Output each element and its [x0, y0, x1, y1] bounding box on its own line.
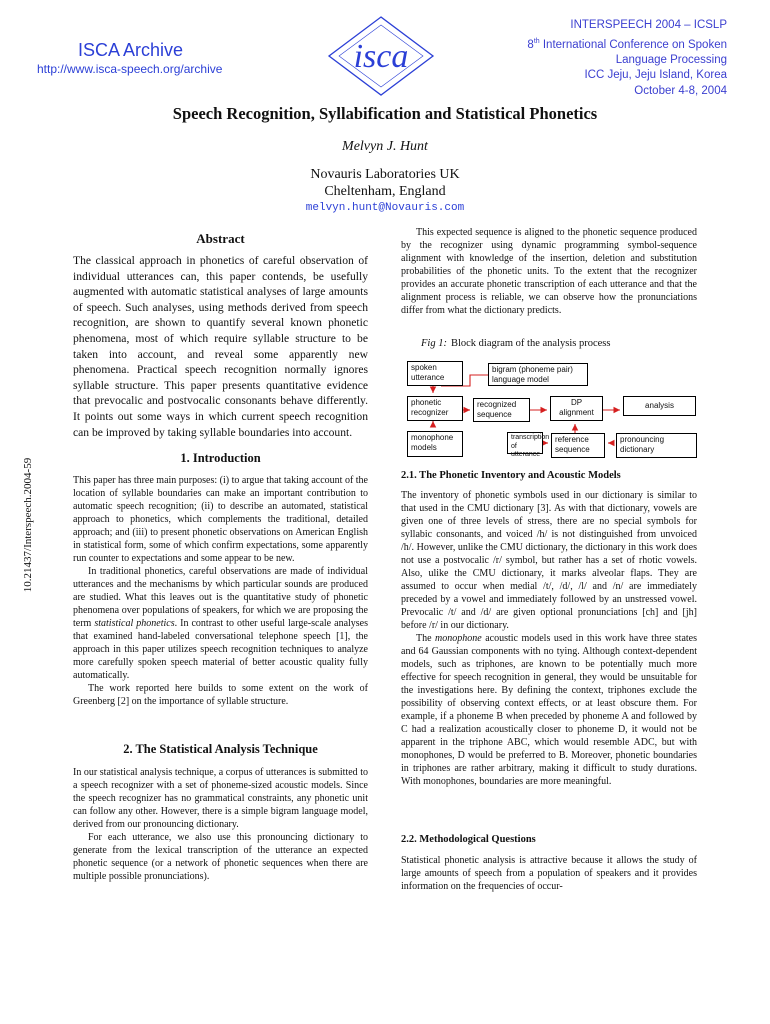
paragraph: The monophone acoustic models used in this work have three states and 64 Gaussian components with no tying. Although context-dependent models, such as triphones, are known to be potentially much more effective for speech recognition in general, they would be unsuitable for the investigations here. By defining the context, triphones exclude the possibility of observing context effects, or at least obscure them. For example, if a phoneme B when preceded by phoneme A and followed by C had a realization acoustically closer to phoneme D, it would not be apparent in the triphone ABC, which would resemble ADC, but with monophones, D would be preferred to B. Moreover, phonetic boundaries in triphones are rather arbitrary, making it difficult to study durations. With monophones, boundaries are more meaningful. [401, 633, 698, 787]
paragraph: This expected sequence is aligned to the phonetic sequence produced by the recognizer using dynamic programming symbol-sequence alignment with knowledge of the insertion, deletion and substitution probabilities of the phonetic units. To the extent that the recognizer provides an accurate phonetic transcription of each utterance and that the alignment process is reliable, we can observe how the pronunciations differ from what the dictionary predicts. [401, 227, 697, 316]
section-2-2-heading: 2.2. Methodological Questions [401, 834, 536, 845]
section-2-continued [401, 226, 697, 317]
section-2-heading: 2. The Statistical Analysis Technique [123, 742, 318, 756]
section-2-body [73, 766, 368, 883]
author-email[interactable]: melvyn.hunt@Novauris.com [305, 202, 465, 214]
conference-line-2: 8th International Conference on Spoken [527, 37, 727, 51]
isca-logo [326, 15, 436, 97]
box-phonetic-recognizer: phonetic recognizer [407, 396, 463, 421]
paragraph: For each utterance, we also use this pronouncing dictionary to generate from the lexical transcription of the utterance an expected phonetic sequence (or a network of phonetic sequences when there are multiple possible pronunciations). [73, 832, 368, 882]
box-transcription: transcription of utterance [507, 432, 543, 454]
conference-line-5: October 4-8, 2004 [634, 84, 727, 97]
section-2-2-body [401, 854, 697, 893]
box-monophone-models: monophone models [407, 431, 463, 457]
box-spoken-utterance: spoken utterance [407, 361, 463, 386]
doi-sidebar: 10.21437/Interspeech.2004-59 [22, 457, 34, 593]
box-bigram-language-model: bigram (phoneme pair) language model [488, 363, 588, 386]
paragraph: This paper has three main purposes: (i) to argue that taking account of the location of syllable boundaries can make an important contribution to automatic speech recognition; (ii) to describe an automated, statistical approach to phonetics, which complements the traditional, detailed approach; and (iii) to present phonetic observations on American English in statistical form, some of which confirm expectations, some apparently run counter to expectations and some appear to be new. [73, 475, 368, 564]
figure-caption: Fig 1: Block diagram of the analysis process [421, 338, 611, 349]
box-pronouncing-dictionary: pronouncing dictionary [616, 433, 697, 458]
box-analysis: analysis [623, 396, 696, 416]
abstract-text: The classical approach in phonetics of careful observation of individual utterances can, this paper contends, be usefully augmented with automatic statistical analyses of large amounts of speech. Such analyses, using methods derived from speech recognition, are shown to quantify several known phonetic phenomena, most of which require syllable structure to be taken into account, and reveal some apparently new phenomena. Practical speech recognition normally ignores syllable structure. This paper presents quantitative evidence that prevocalic and postvocalic consonants behave differently. It points out some ways in which current speech recognition can be improved by taking syllable boundaries into account. [73, 254, 368, 439]
paragraph: The inventory of phonetic symbols used in our dictionary is similar to that used in the CMU dictionary [3]. As with that dictionary, vowels are given one of three levels of stress, there are no special symbols for syllabic consonants, and voiced /h/ is not distinguished from unvoiced /h/. However, unlike the CMU dictionary, the dictionary in this work does not use a postvocalic /r/ symbol, but rather has a set of rhotic vowels. Also, ulike the CMU dictionary, it marks alveolar flaps. They are assumed to occur when medial /t/, /d/, /l/ and /n/ are immediately preceded by a vowel and immediately followed by an unstressed vowel. Prevocalic /t/ and /d/ are given optional pronunciations [ch] and [jh] before /r/ in our dictionary. [401, 490, 697, 631]
conference-info [487, 18, 727, 99]
paragraph: In our statistical analysis technique, a corpus of utterances is submitted to a speech recognizer with a set of phoneme-sized acoustic models. Since the speech recognizer has no grammatical constraints, any phonetic unit can follow any other. However, there is a simple bigram language model, derived from our pronouncing dictionary. [73, 767, 368, 830]
paragraph: The work reported here builds to some extent on the work of Greenberg [2] on the importance of syllable structure. [73, 683, 368, 707]
archive-url[interactable]: http://www.isca-speech.org/archive [37, 62, 223, 76]
author-name: Melvyn J. Hunt [342, 139, 428, 154]
conference-line-1: INTERSPEECH 2004 – ICSLP [570, 19, 727, 31]
paper-title: Speech Recognition, Syllabification and Statistical Phonetics [172, 104, 598, 123]
paragraph: In traditional phonetics, careful observations are made of individual utterances and the mechanisms by which particular sounds are produced are studied. What this leaves out is the quantitative study of phonetic phenomena over populations of speakers, for which we are proposing the term statistical phonetics. In contrast to other useful large-scale analyses that examined hand-labeled conversational telephone speech [1], the approach in this paper utilizes speech recognition techniques to analyze more carefully spoken speech material of better acoustic quality fully automatically. [73, 566, 369, 681]
affiliation-line-1: Novauris Laboratories UK [310, 167, 460, 182]
box-dp-alignment: DP alignment [550, 396, 603, 421]
abstract-heading: Abstract [196, 231, 245, 246]
logo-lettering: isca [353, 38, 409, 75]
section-2-1-heading: 2.1. The Phonetic Inventory and Acoustic Models [401, 470, 621, 481]
section-2-1-body [401, 489, 697, 788]
box-reference-sequence: reference sequence [551, 433, 605, 458]
affiliation-line-2: Cheltenham, England [324, 184, 446, 199]
archive-title: ISCA Archive [78, 40, 184, 60]
paragraph: Statistical phonetic analysis is attractive because it allows the study of large amounts of speech from a population of speakers and it provides information on the frequencies of occur- [401, 855, 697, 892]
conference-line-3: Language Processing [615, 53, 727, 66]
section-1-heading: 1. Introduction [180, 451, 261, 465]
section-1-body [73, 474, 368, 708]
conference-line-4: ICC Jeju, Jeju Island, Korea [584, 69, 727, 82]
box-recognized-sequence: recognized sequence [473, 398, 530, 422]
